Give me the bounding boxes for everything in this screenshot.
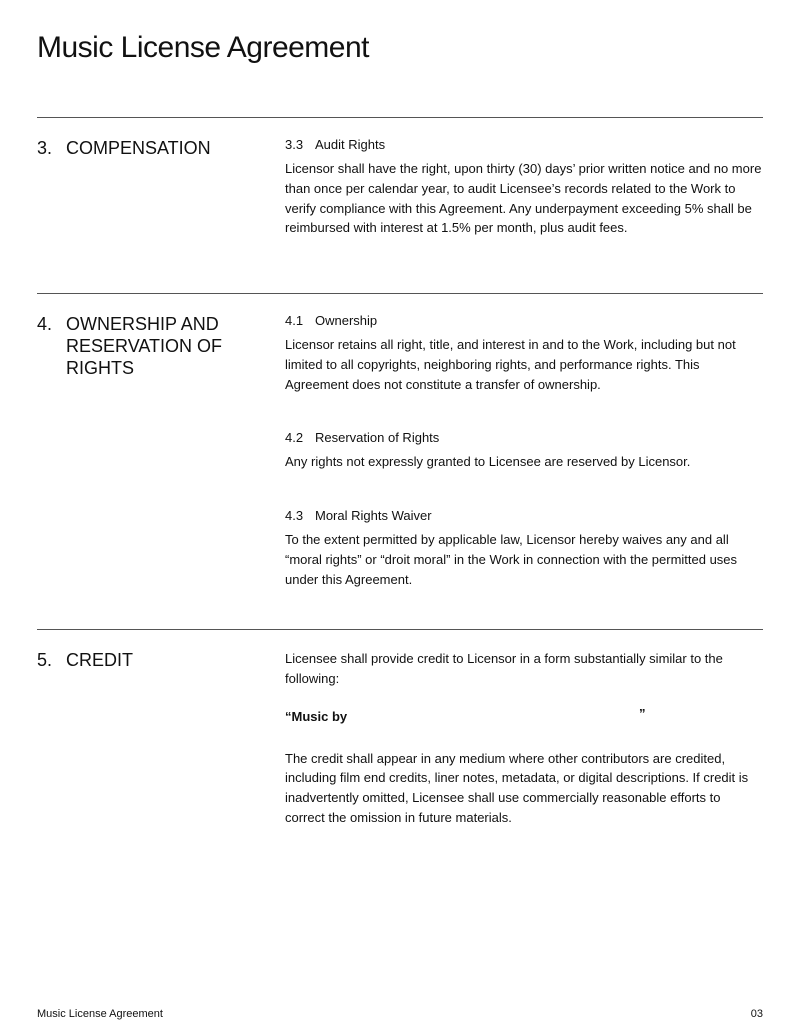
- section-ownership: [37, 293, 763, 587]
- section-heading: [37, 649, 237, 671]
- subsection-heading: [285, 508, 763, 524]
- subsection-number: 4.1: [285, 313, 304, 328]
- section-number: 4.: [37, 314, 53, 334]
- credit-line-close: ”: [639, 705, 646, 721]
- credit-line: [285, 705, 763, 725]
- section-credit: [37, 629, 763, 825]
- subsection-number: 4.2: [285, 430, 304, 446]
- subsection-number: 4.3: [285, 508, 304, 524]
- subsection-ownership: [285, 313, 763, 394]
- subsection-reservation-of-rights: [285, 430, 763, 472]
- section-heading: [37, 313, 237, 379]
- subsection-heading: [285, 313, 763, 329]
- section-body: [285, 313, 763, 590]
- section-compensation: [37, 117, 763, 236]
- subsection-audit-rights: [285, 137, 763, 238]
- subsection-moral-rights-waiver: [285, 508, 763, 589]
- subsection-text: To the extent permitted by applicable law, Licensor hereby waives any and all “moral rights” or “droit moral” in the Work in connection with the permitted uses under this Agreement.: [285, 532, 738, 587]
- section-number: 5.: [37, 650, 53, 670]
- subsection-title: Reservation of Rights: [315, 430, 440, 446]
- credit-line-open: “Music by: [285, 708, 348, 724]
- credit-text: The credit shall appear in any medium where other contributors are credited, including film end credits, liner notes, metadata, or digital descriptions. If credit is inadvertently omitted, Licensee shall use commercially reasonable efforts to correct the omission in future materials.: [285, 750, 749, 825]
- subsection-text: Licensor retains all right, title, and interest in and to the Work, including but not limited to all copyrights, neighboring rights, and performance rights. This Agreement does not constitute a transfer of ownership.: [285, 337, 736, 392]
- section-body: [285, 649, 763, 828]
- subsection-heading: [285, 430, 763, 446]
- subsection-title: Audit Rights: [315, 137, 386, 152]
- credit-intro: Licensee shall provide credit to Licensor in a form substantially similar to the following:: [285, 651, 723, 686]
- section-heading: [37, 137, 237, 159]
- section-number: 3.: [37, 138, 53, 158]
- section-body: [285, 137, 763, 238]
- subsection-text: Licensor shall have the right, upon thirty (30) days’ prior written notice and no more than once per calendar year, to audit Licensee’s records related to the Work to verify compliance with this Agreement. Any underpayment exceeding 5% shall be reimbursed with interest at 1.5% per month, plus audit fees.: [285, 161, 762, 236]
- section-title: COMPENSATION: [66, 138, 211, 158]
- section-title: CREDIT: [66, 650, 133, 670]
- subsection-title: Ownership: [315, 313, 378, 328]
- footer-document-title: Music License Agreement: [37, 1008, 163, 1020]
- document-title: Music License Agreement: [37, 31, 370, 64]
- subsection-number: 3.3: [285, 137, 304, 152]
- section-title: OWNERSHIP AND RESERVATION OF RIGHTS: [66, 314, 223, 378]
- subsection-heading: [285, 137, 763, 153]
- subsection-text: Any rights not expressly granted to Licensee are reserved by Licensor.: [285, 454, 691, 470]
- footer-page-number: 03: [750, 1008, 763, 1020]
- subsection-title: Moral Rights Waiver: [315, 508, 432, 524]
